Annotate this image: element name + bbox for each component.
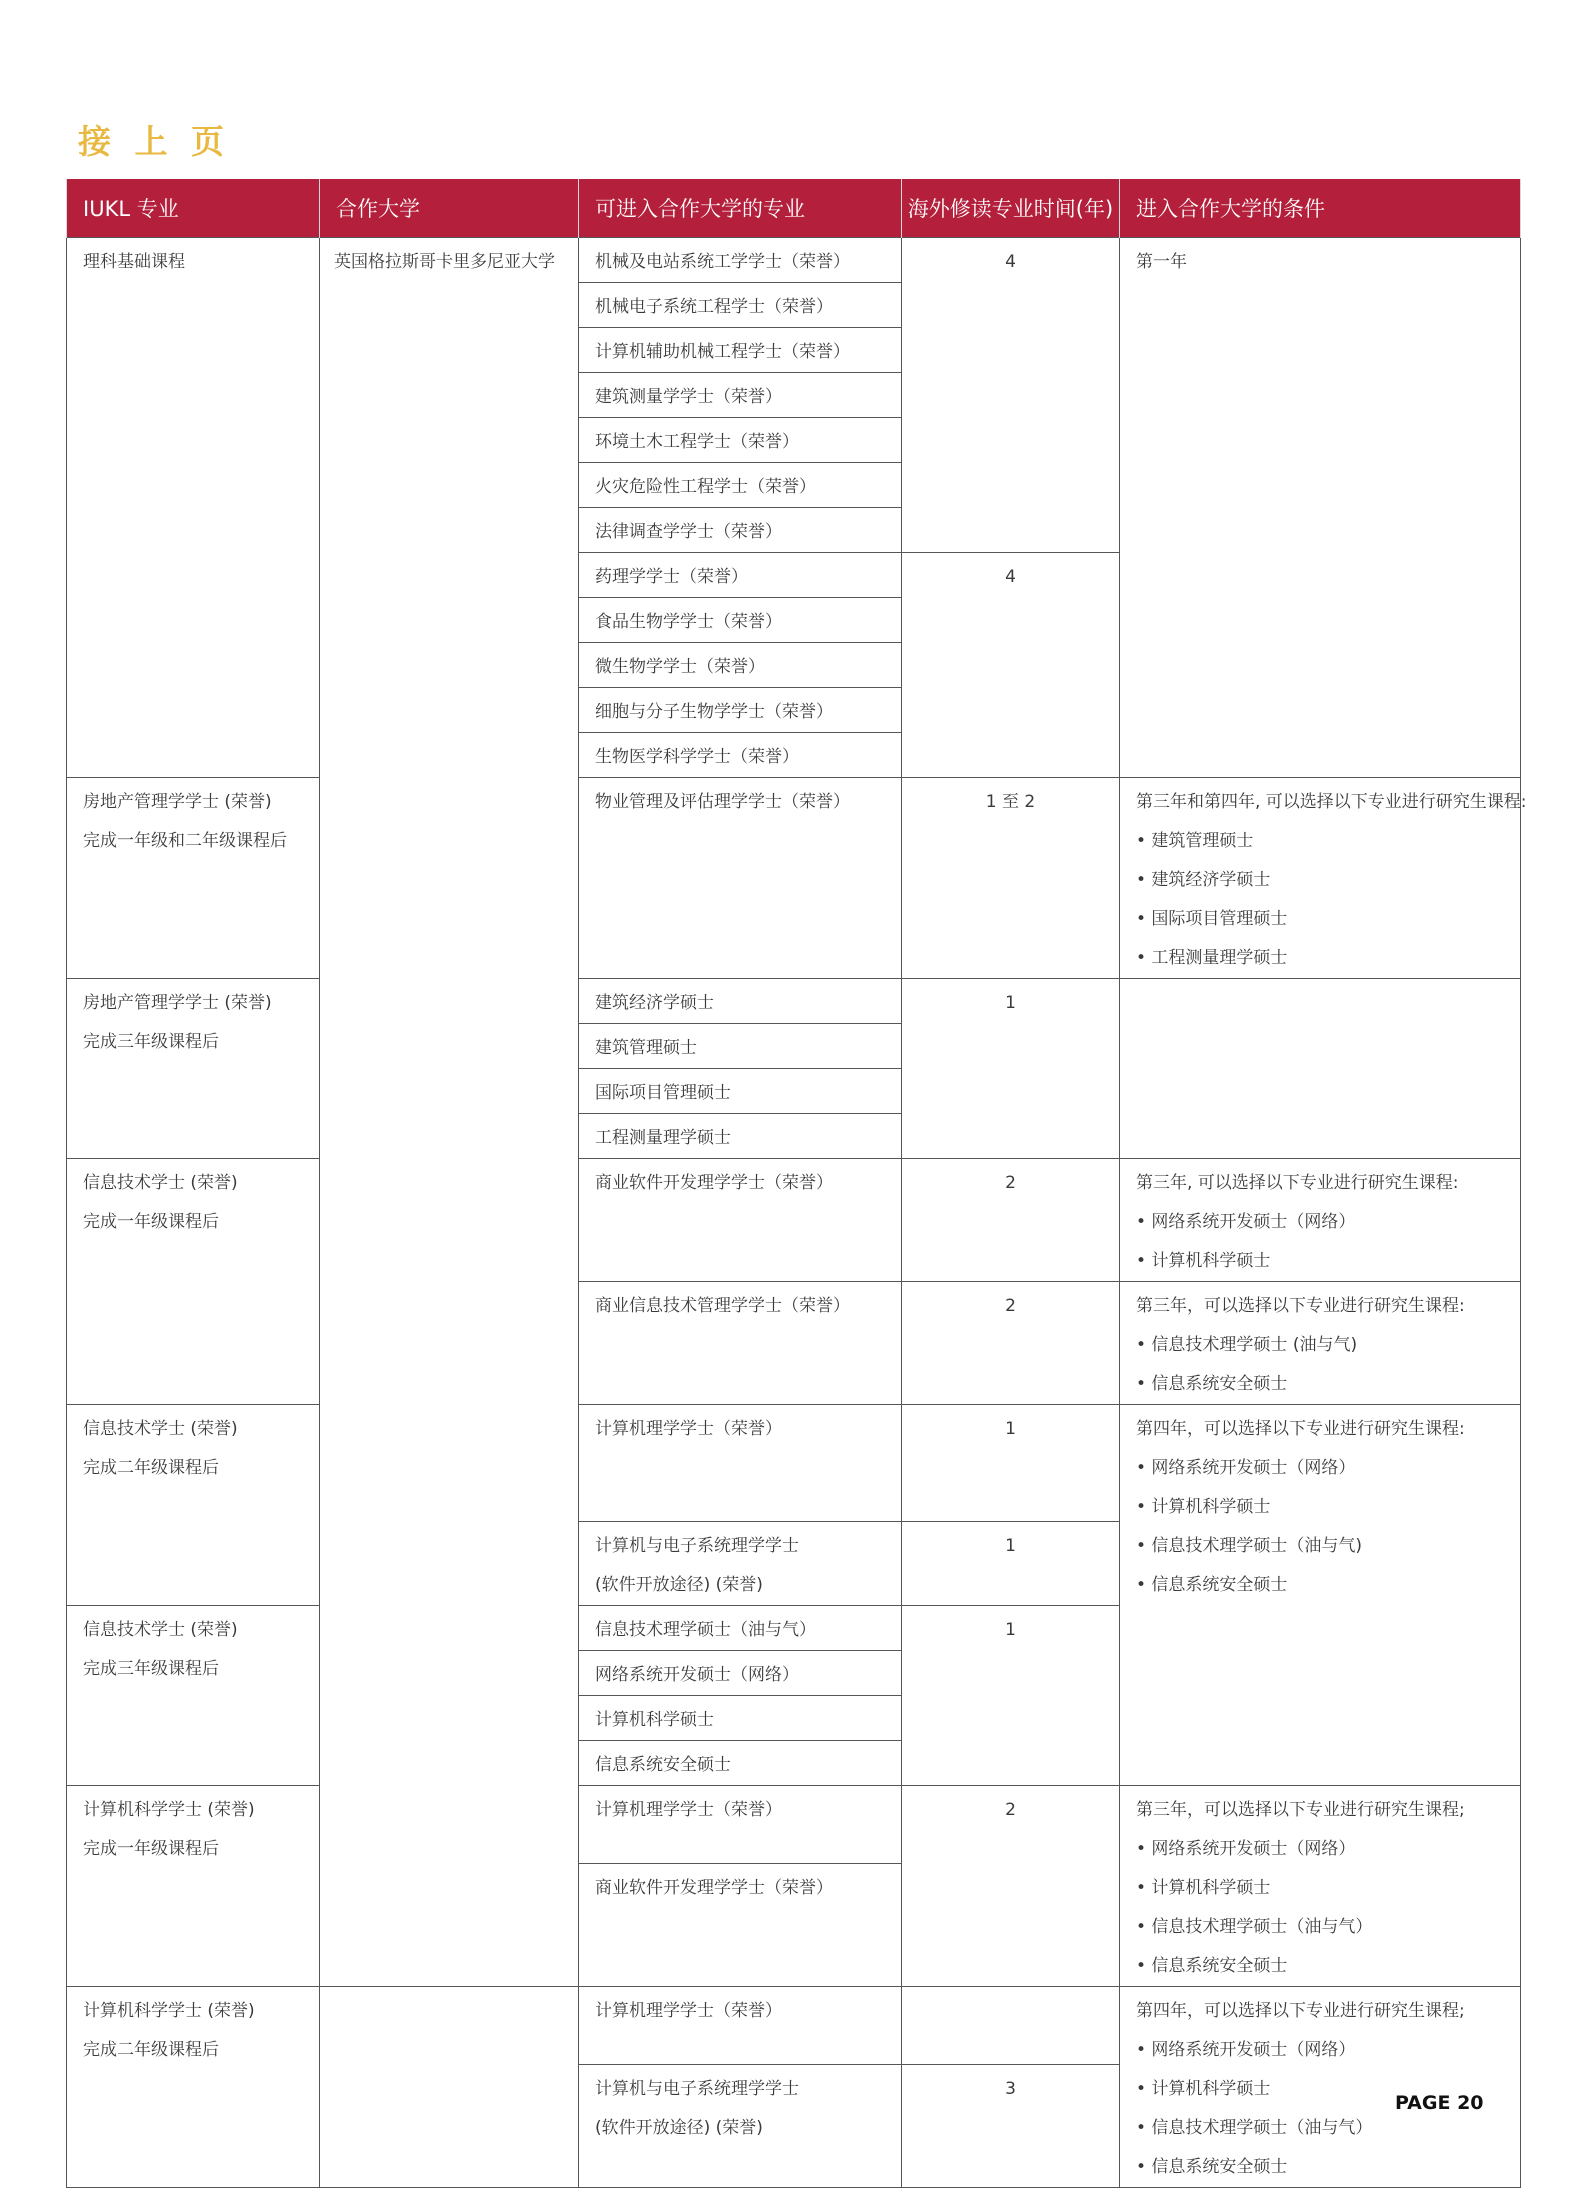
table-header-row — [67, 179, 1521, 238]
duration-cell: 1 — [902, 1522, 1120, 1606]
major-cell: 计算机理学学士（荣誉） — [579, 1987, 902, 2065]
major-cell: 生物医学科学学士（荣誉） — [579, 733, 902, 778]
cell-line: 信息技术学士 (荣誉) — [83, 1173, 238, 1193]
cell-line: • 计算机科学硕士 — [1136, 2079, 1271, 2099]
programme-cell — [67, 979, 320, 1159]
cell-line: 完成三年级课程后 — [83, 1032, 219, 1052]
cell-line: 信息技术学士 (荣誉) — [83, 1620, 238, 1640]
major-cell: 物业管理及评估理学学士（荣誉） — [579, 778, 902, 979]
duration-cell: 3 — [902, 2065, 1120, 2188]
major-cell: 工程测量理学硕士 — [579, 1114, 902, 1159]
condition-cell — [1120, 1282, 1521, 1405]
duration-cell: 1 — [902, 1606, 1120, 1786]
major-cell: 法律调查学学士（荣誉） — [579, 508, 902, 553]
major-cell: 计算机辅助机械工程学士（荣誉） — [579, 328, 902, 373]
header-entry-condition: 进入合作大学的条件 — [1120, 179, 1521, 238]
major-cell: 计算机理学学士（荣誉） — [579, 1786, 902, 1864]
cell-line: 计算机与电子系统理学学士 — [595, 2079, 799, 2099]
cell-line: 理科基础课程 — [83, 252, 185, 272]
cell-line: 计算机科学学士 (荣誉) — [83, 1800, 255, 1820]
cell-line: • 信息技术理学硕士（油与气） — [1136, 1917, 1373, 1937]
cell-line: 第三年和第四年, 可以选择以下专业进行研究生课程: — [1136, 792, 1527, 812]
cell-line: (软件开放途径) (荣誉) — [595, 2118, 763, 2138]
condition-cell — [1120, 979, 1521, 1159]
major-cell: 信息技术理学硕士（油与气） — [579, 1606, 902, 1651]
programme-cell — [67, 1606, 320, 1786]
duration-cell: 1 至 2 — [902, 778, 1120, 979]
cell-line: 完成一年级课程后 — [83, 1839, 219, 1859]
cell-line: • 计算机科学硕士 — [1136, 1251, 1271, 1271]
major-cell — [579, 1522, 902, 1606]
programme-cell — [67, 1159, 320, 1405]
header-eligible-major: 可进入合作大学的专业 — [579, 179, 902, 238]
programme-cell — [67, 238, 320, 778]
cell-line: • 信息系统安全硕士 — [1136, 1374, 1288, 1394]
cell-line: • 计算机科学硕士 — [1136, 1497, 1271, 1517]
programme-cell — [67, 1786, 320, 1987]
cell-line: 第三年，可以选择以下专业进行研究生课程: — [1136, 1296, 1465, 1316]
condition-cell — [1120, 778, 1527, 979]
major-cell: 微生物学学士（荣誉） — [579, 643, 902, 688]
major-cell — [579, 2065, 902, 2188]
major-cell: 建筑测量学学士（荣誉） — [579, 373, 902, 418]
cell-line: 房地产管理学学士 (荣誉) — [83, 993, 272, 1013]
duration-cell — [902, 1987, 1120, 2065]
cell-line: • 网络系统开发硕士（网络） — [1136, 1458, 1356, 1478]
cell-line: • 信息技术理学硕士（油与气) — [1136, 1536, 1363, 1556]
page-number: PAGE 20 — [1395, 2092, 1484, 2114]
condition-cell — [1120, 1159, 1521, 1282]
university-cell-continued — [320, 1987, 579, 2188]
major-cell: 环境土木工程学士（荣誉） — [579, 418, 902, 463]
cell-line: • 网络系统开发硕士（网络） — [1136, 1839, 1356, 1859]
cell-line: 第三年，可以选择以下专业进行研究生课程; — [1136, 1800, 1465, 1820]
major-cell: 建筑管理硕士 — [579, 1024, 902, 1069]
cell-line: • 工程测量理学硕士 — [1136, 948, 1288, 968]
cell-line: 完成一年级和二年级课程后 — [83, 831, 287, 851]
duration-cell: 2 — [902, 1159, 1120, 1282]
cell-line: • 网络系统开发硕士（网络） — [1136, 2040, 1356, 2060]
cell-line: 计算机与电子系统理学学士 — [595, 1536, 799, 1556]
continued-heading: 接 上 页 — [78, 122, 230, 161]
major-cell: 机械电子系统工程学士（荣誉） — [579, 283, 902, 328]
condition-cell — [1120, 1786, 1521, 1987]
cell-line: • 信息系统安全硕士 — [1136, 2157, 1288, 2177]
major-cell: 机械及电站系统工学学士（荣誉） — [579, 238, 902, 283]
major-cell: 商业软件开发理学学士（荣誉） — [579, 1159, 902, 1282]
major-cell: 食品生物学学士（荣誉） — [579, 598, 902, 643]
cell-line: • 建筑经济学硕士 — [1136, 870, 1271, 890]
major-cell: 信息系统安全硕士 — [579, 1741, 902, 1786]
cell-line: 完成二年级课程后 — [83, 1458, 219, 1478]
cell-line: 完成一年级课程后 — [83, 1212, 219, 1232]
duration-cell: 2 — [902, 1786, 1120, 1987]
cell-line: • 计算机科学硕士 — [1136, 1878, 1271, 1898]
condition-cell — [1120, 1405, 1521, 1786]
duration-cell: 2 — [902, 1282, 1120, 1405]
duration-cell: 1 — [902, 979, 1120, 1159]
major-cell: 火灾危险性工程学士（荣誉） — [579, 463, 902, 508]
major-cell: 计算机理学学士（荣誉） — [579, 1405, 902, 1522]
programme-cell — [67, 778, 320, 979]
programme-cell — [67, 1405, 320, 1606]
cell-line: • 国际项目管理硕士 — [1136, 909, 1288, 929]
header-iukl-programme: IUKL 专业 — [67, 179, 320, 238]
major-cell: 药理学学士（荣誉） — [579, 553, 902, 598]
duration-cell: 4 — [902, 553, 1120, 778]
major-cell: 网络系统开发硕士（网络） — [579, 1651, 902, 1696]
major-cell: 国际项目管理硕士 — [579, 1069, 902, 1114]
cell-line: (软件开放途径) (荣誉) — [595, 1575, 763, 1595]
condition-cell — [1120, 1987, 1521, 2188]
major-cell: 商业软件开发理学学士（荣誉） — [579, 1864, 902, 1987]
cell-line: 第四年，可以选择以下专业进行研究生课程; — [1136, 2001, 1465, 2021]
condition-cell — [1120, 238, 1521, 778]
cell-line: 第一年 — [1136, 252, 1187, 272]
cell-line: 第三年, 可以选择以下专业进行研究生课程: — [1136, 1173, 1459, 1193]
duration-cell: 4 — [902, 238, 1120, 553]
header-partner-university: 合作大学 — [320, 179, 579, 238]
header-overseas-duration: 海外修读专业时间(年) — [902, 179, 1120, 238]
cell-line: 完成二年级课程后 — [83, 2040, 219, 2060]
cell-line: 信息技术学士 (荣誉) — [83, 1419, 238, 1439]
cell-line: • 信息系统安全硕士 — [1136, 1956, 1288, 1976]
cell-line: • 信息技术理学硕士 (油与气) — [1136, 1335, 1358, 1355]
cell-line: 房地产管理学学士 (荣誉) — [83, 792, 272, 812]
university-cell — [320, 238, 579, 1987]
duration-cell: 1 — [902, 1405, 1120, 1522]
programme-table — [66, 179, 1527, 2188]
cell-line: 计算机科学学士 (荣誉) — [83, 2001, 255, 2021]
university-name: 英国格拉斯哥卡里多尼亚大学 — [334, 252, 555, 272]
cell-line: • 网络系统开发硕士（网络） — [1136, 1212, 1356, 1232]
cell-line: 完成三年级课程后 — [83, 1659, 219, 1679]
programme-cell — [67, 1987, 320, 2188]
major-cell: 细胞与分子生物学学士（荣誉） — [579, 688, 902, 733]
cell-line: 第四年，可以选择以下专业进行研究生课程: — [1136, 1419, 1465, 1439]
major-cell: 商业信息技术管理学学士（荣誉） — [579, 1282, 902, 1405]
cell-line: • 建筑管理硕士 — [1136, 831, 1254, 851]
cell-line: • 信息技术理学硕士（油与气） — [1136, 2118, 1373, 2138]
major-cell: 计算机科学硕士 — [579, 1696, 902, 1741]
major-cell: 建筑经济学硕士 — [579, 979, 902, 1024]
cell-line: • 信息系统安全硕士 — [1136, 1575, 1288, 1595]
